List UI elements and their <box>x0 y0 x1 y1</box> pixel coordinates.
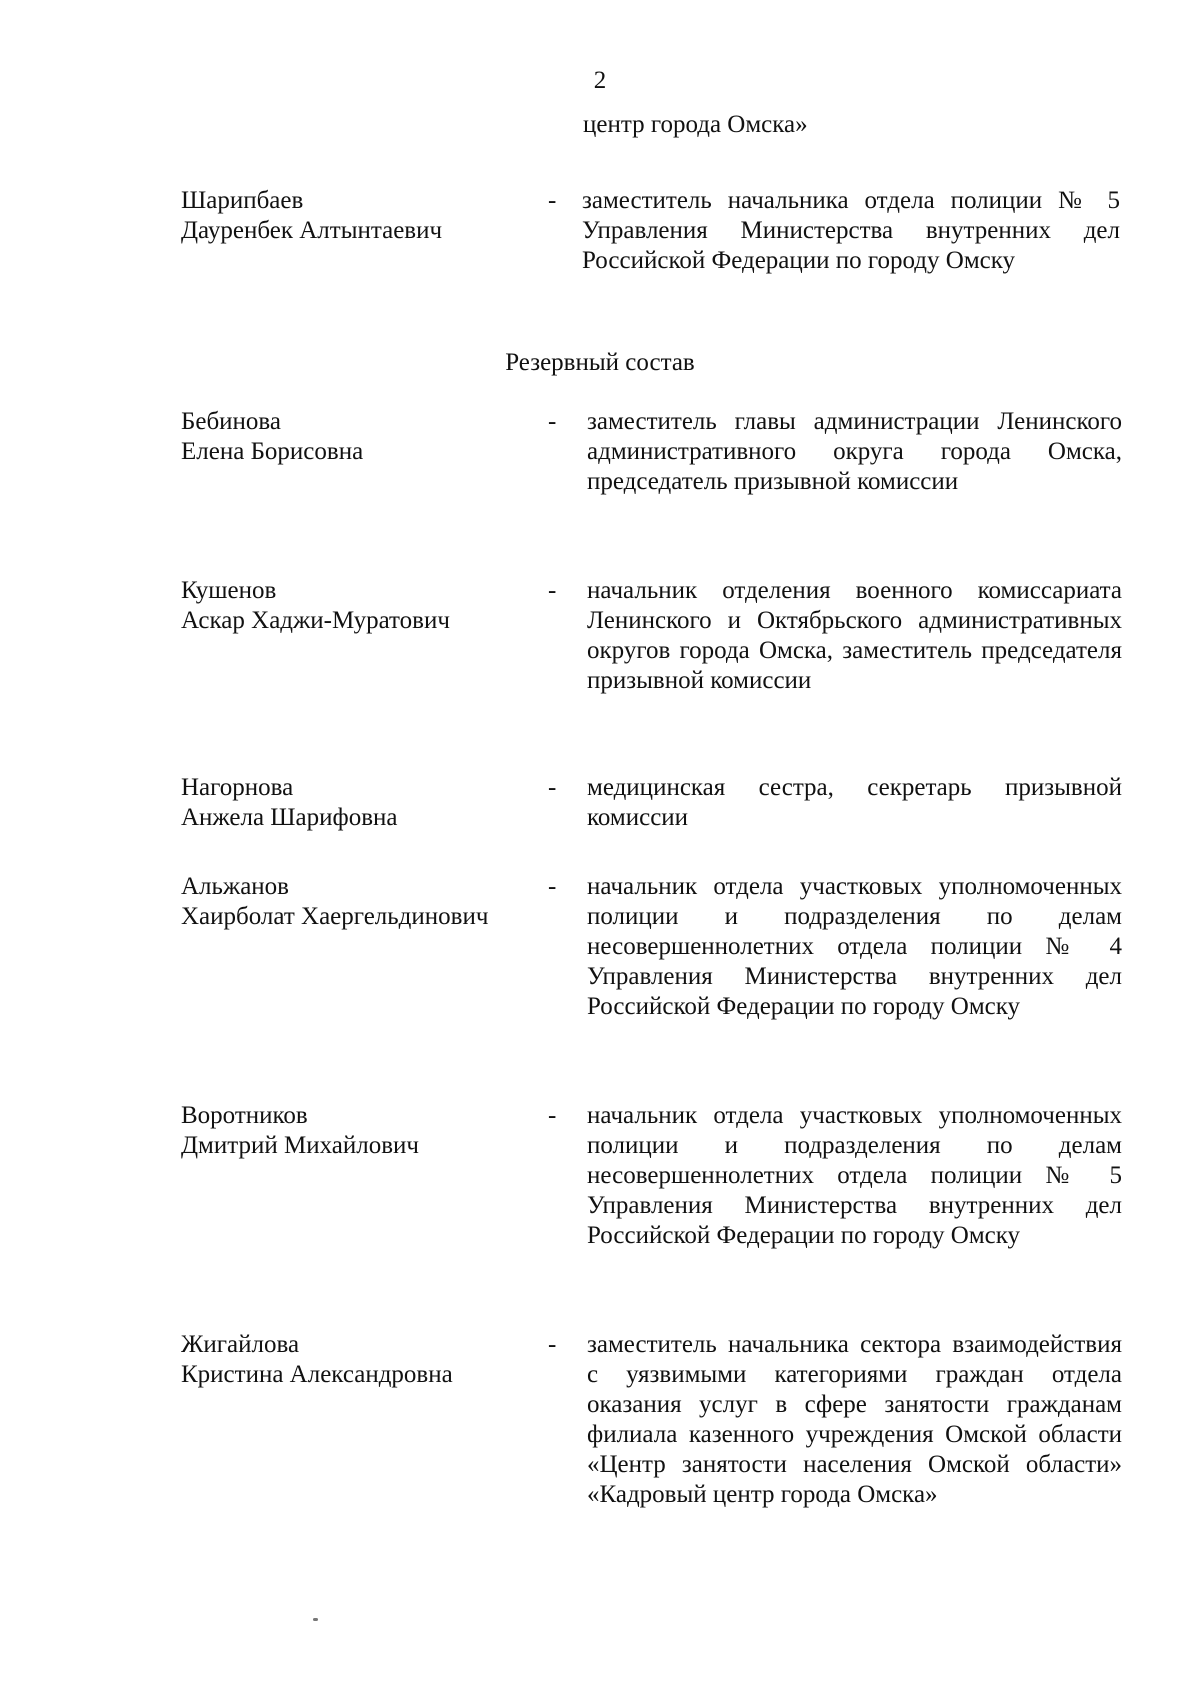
scan-speck <box>313 1618 318 1621</box>
member-position: заместитель главы администрации Ленинского административного округа города Омска, председатель призывной комиссии <box>587 408 1122 495</box>
member-given-names: Кристина Александровна <box>181 1361 453 1388</box>
member-surname: Воротников <box>181 1102 308 1129</box>
member-position: медицинская сестра, секретарь призывной комиссии <box>587 774 1122 831</box>
member-position: начальник отделения военного комиссариата Ленинского и Октябрьского административных округов города Омска, заместитель председателя призывной комиссии <box>587 577 1122 694</box>
entry-dash: - <box>548 1102 557 1129</box>
entry-dash: - <box>548 408 557 435</box>
member-surname: Кушенов <box>181 577 277 604</box>
entry-dash: - <box>548 577 557 604</box>
member-given-names: Хаирболат Хаергельдинович <box>181 903 489 930</box>
member-surname: Жигайлова <box>181 1331 300 1358</box>
member-given-names: Дауренбек Алтынтаевич <box>181 217 443 244</box>
member-given-names: Аскар Хаджи-Муратович <box>181 607 450 634</box>
member-name <box>181 576 561 636</box>
member-given-names: Елена Борисовна <box>181 438 364 465</box>
continuation-text: центр города Омска» <box>583 111 808 138</box>
entry-dash: - <box>548 1331 557 1358</box>
member-name <box>181 186 561 246</box>
entry-dash: - <box>548 187 557 214</box>
member-surname: Нагорнова <box>181 774 294 801</box>
member-position: начальник отдела участковых уполномоченных полиции и подразделения по делам несовершеннолетних отдела полиции № 5 Управления Министерства внутренних дел Российской Федерации по городу Омску <box>587 1102 1122 1249</box>
member-given-names: Анжела Шарифовна <box>181 804 398 831</box>
member-position: начальник отдела участковых уполномоченных полиции и подразделения по делам несовершеннолетних отдела полиции № 4 Управления Министерства внутренних дел Российской Федерации по городу Омску <box>587 873 1122 1020</box>
member-name <box>181 1330 561 1390</box>
member-given-names: Дмитрий Михайлович <box>181 1132 419 1159</box>
member-surname: Альжанов <box>181 873 289 900</box>
member-surname: Бебинова <box>181 408 281 435</box>
reserve-section-heading: Резервный состав <box>505 349 695 376</box>
member-name <box>181 872 561 932</box>
member-position: заместитель начальника сектора взаимодействия с уязвимыми категориями граждан отдела оказания услуг в сфере занятости гражданам филиала казенного учреждения Омской области «Центр занятости населения Омской области» «Кадровый центр города Омска» <box>587 1331 1122 1508</box>
member-name <box>181 407 561 467</box>
member-position: заместитель начальника отдела полиции № 5 Управления Министерства внутренних дел Российской Федерации по городу Омску <box>582 187 1120 274</box>
member-name <box>181 1101 561 1161</box>
page-number: 2 <box>593 67 607 94</box>
entry-dash: - <box>548 774 557 801</box>
member-name <box>181 773 561 833</box>
entry-dash: - <box>548 873 557 900</box>
member-surname: Шарипбаев <box>181 187 304 214</box>
